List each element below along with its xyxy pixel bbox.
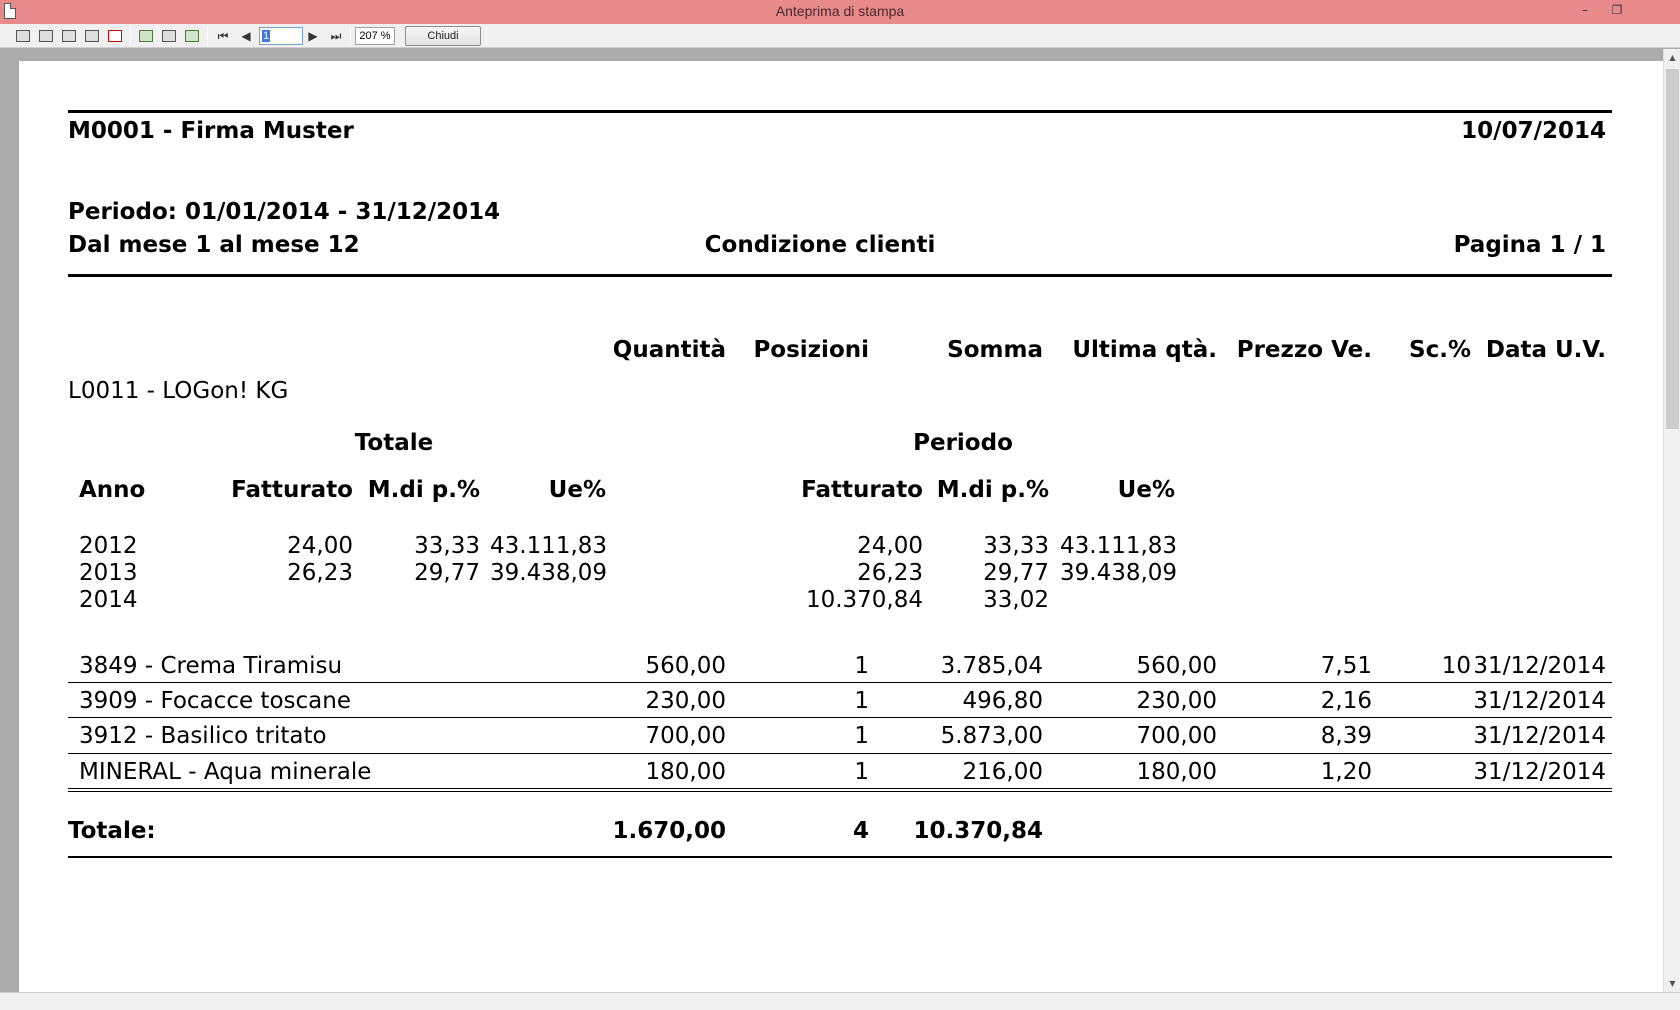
sum-fatturato: 24,00 (287, 533, 353, 559)
sum-anno: 2012 (79, 533, 138, 559)
item-ultima-qta: 560,00 (1136, 653, 1217, 679)
sum-header-p-ue: Ue% (1117, 477, 1175, 503)
col-posizioni: Posizioni (753, 337, 869, 363)
total-label: Totale: (68, 818, 156, 844)
sum-header-p-mdp: M.di p.% (936, 477, 1049, 503)
last-page-icon[interactable]: ⏭ (330, 28, 342, 43)
single-page-icon[interactable] (137, 27, 155, 45)
row-divider (68, 717, 1612, 718)
toolbar (0, 24, 1680, 48)
sum-ue: 43.111,83 (490, 533, 608, 559)
item-quantita: 560,00 (645, 653, 726, 679)
item-sconto: 10 (1441, 653, 1471, 679)
total-posizioni: 4 (852, 818, 869, 844)
period-label: Periodo: 01/01/2014 - 31/12/2014 (68, 199, 501, 225)
sum-p-fatturato: 26,23 (857, 560, 923, 586)
summary-periodo-label: Periodo (913, 430, 1013, 456)
sum-header-p-fatturato: Fatturato (801, 477, 923, 503)
close-window-icon[interactable] (1636, 1, 1662, 21)
sum-p-mdp: 33,02 (983, 587, 1049, 613)
multi-page-icon[interactable] (183, 27, 201, 45)
print-setup-icon[interactable] (37, 27, 55, 45)
item-somma: 496,80 (962, 688, 1043, 714)
item-somma: 216,00 (962, 759, 1043, 785)
sum-p-fatturato: 24,00 (857, 533, 923, 559)
row-divider (68, 788, 1612, 789)
months-label: Dal mese 1 al mese 12 (68, 232, 360, 258)
sum-header-fatturato: Fatturato (231, 477, 353, 503)
scroll-thumb[interactable] (1666, 69, 1679, 429)
item-posizioni: 1 (854, 688, 869, 714)
item-posizioni: 1 (854, 653, 869, 679)
next-page-icon[interactable]: ▶ (308, 29, 318, 43)
printer-select-icon[interactable] (83, 27, 101, 45)
first-page-icon[interactable]: ⏮ (217, 28, 229, 43)
summary-totale-label: Totale (354, 430, 434, 456)
item-prezzo: 7,51 (1320, 653, 1372, 679)
report-date: 10/07/2014 (1461, 118, 1606, 144)
col-ultima-qta: Ultima qtà. (1072, 337, 1217, 363)
item-ultima-qta: 230,00 (1136, 688, 1217, 714)
item-prezzo: 1,20 (1320, 759, 1372, 785)
status-bar (0, 992, 1680, 1010)
zoom-field[interactable]: 207 % (355, 27, 395, 45)
item-ultima-qta: 700,00 (1136, 723, 1217, 749)
sum-header-mdp: M.di p.% (367, 477, 480, 503)
item-name: 3912 - Basilico tritato (79, 723, 327, 749)
customer-name: L0011 - LOGon! KG (68, 378, 289, 404)
sum-mdp: 33,33 (414, 533, 480, 559)
item-prezzo: 2,16 (1320, 688, 1372, 714)
col-somma: Somma (947, 337, 1043, 363)
item-prezzo: 8,39 (1320, 723, 1372, 749)
scroll-down-icon[interactable]: ▼ (1669, 979, 1676, 988)
col-sconto: Sc.% (1409, 337, 1471, 363)
total-quantita: 1.670,00 (612, 818, 726, 844)
header-rule-bottom (68, 274, 1612, 277)
page-width-icon[interactable] (160, 27, 178, 45)
sum-p-ue: 43.111,83 (1060, 533, 1178, 559)
item-quantita: 700,00 (645, 723, 726, 749)
sum-p-fatturato: 10.370,84 (805, 587, 923, 613)
item-data-uv: 31/12/2014 (1473, 653, 1606, 679)
col-data-uv: Data U.V. (1485, 337, 1606, 363)
print-icon[interactable] (14, 27, 32, 45)
item-data-uv: 31/12/2014 (1473, 759, 1606, 785)
item-data-uv: 31/12/2014 (1473, 688, 1606, 714)
sum-header-anno: Anno (79, 477, 146, 503)
preview-area[interactable] (0, 49, 1663, 992)
row-divider (68, 682, 1612, 683)
sum-anno: 2013 (79, 560, 138, 586)
total-rule (68, 856, 1612, 858)
previous-page-icon[interactable]: ◀ (241, 29, 251, 43)
col-prezzo: Prezzo Ve. (1236, 337, 1372, 363)
header-rule (68, 110, 1612, 113)
row-divider (68, 791, 1612, 792)
total-somma: 10.370,84 (913, 818, 1043, 844)
item-quantita: 180,00 (645, 759, 726, 785)
sum-p-mdp: 29,77 (983, 560, 1049, 586)
title-bar (0, 0, 1680, 24)
sum-ue: 39.438,09 (490, 560, 608, 586)
sum-header-ue: Ue% (548, 477, 606, 503)
sum-fatturato: 26,23 (287, 560, 353, 586)
col-quantita: Quantità (612, 337, 726, 363)
report-title: Condizione clienti (704, 232, 936, 258)
item-name: 3849 - Crema Tiramisu (79, 653, 343, 679)
item-ultima-qta: 180,00 (1136, 759, 1217, 785)
scroll-up-icon[interactable]: ▲ (1669, 53, 1676, 62)
item-name: MINERAL - Aqua minerale (79, 759, 372, 785)
item-quantita: 230,00 (645, 688, 726, 714)
sum-p-mdp: 33,33 (983, 533, 1049, 559)
close-button[interactable]: Chiudi (405, 26, 481, 46)
pdf-export-icon[interactable] (106, 27, 124, 45)
item-posizioni: 1 (854, 723, 869, 749)
item-posizioni: 1 (854, 759, 869, 785)
page-number-input[interactable]: 1 (259, 27, 303, 45)
row-divider (68, 753, 1612, 754)
sum-mdp: 29,77 (414, 560, 480, 586)
window-title: Anteprima di stampa (775, 3, 905, 19)
print-options-icon[interactable] (60, 27, 78, 45)
company-name: M0001 - Firma Muster (68, 118, 354, 144)
vertical-scrollbar[interactable] (1663, 49, 1680, 992)
item-data-uv: 31/12/2014 (1473, 723, 1606, 749)
item-somma: 5.873,00 (940, 723, 1043, 749)
sum-p-ue: 39.438,09 (1060, 560, 1178, 586)
item-name: 3909 - Focacce toscane (79, 688, 351, 714)
restore-icon[interactable]: ❐ (1611, 3, 1623, 17)
sum-anno: 2014 (79, 587, 138, 613)
page-indicator: Pagina 1 / 1 (1453, 232, 1606, 258)
item-somma: 3.785,04 (940, 653, 1043, 679)
minimize-icon[interactable]: – (1582, 3, 1588, 17)
